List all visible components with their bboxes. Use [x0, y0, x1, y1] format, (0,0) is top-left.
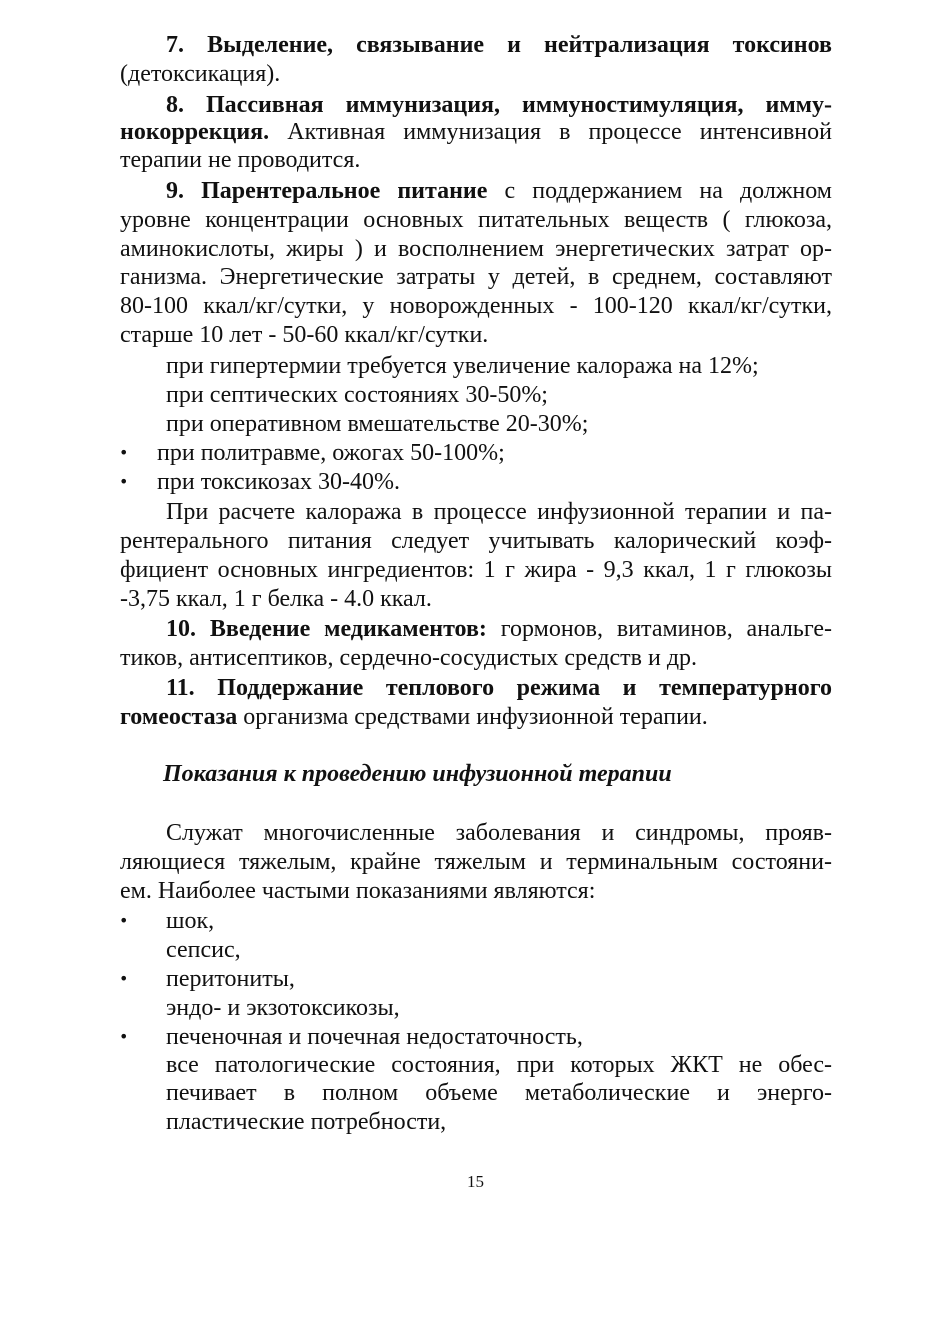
- sec9-number: 9.: [166, 178, 184, 204]
- sec10-number: 10.: [166, 616, 196, 642]
- sec8-number: 8.: [166, 92, 184, 118]
- sec8-title: Пассивная иммунизация, иммуностимуляция, имму-: [206, 92, 832, 118]
- sec8-title-cont: нокоррекция.: [120, 119, 270, 145]
- indications-line-1: Служат многочисленные заболевания и синдромы, прояв-: [166, 820, 832, 846]
- sec9-line-6: старше 10 лет - 50-60 ккал/кг/сутки.: [120, 322, 489, 348]
- list-item-shock: шок,: [166, 908, 215, 934]
- bullet-icon: •: [119, 443, 129, 462]
- sec11-title: Поддержание теплового режима и температурного: [217, 675, 832, 701]
- sec7-line-1: [166, 30, 832, 60]
- list-item-septic: при септических состояниях 30-50%;: [166, 382, 548, 408]
- bullet-icon: •: [119, 911, 129, 930]
- sec11-text: организма средствами инфузионной терапии.: [237, 704, 708, 730]
- sec10-text: гормонов, витаминов, анальге-: [486, 616, 832, 642]
- sec11-line-1: [166, 673, 832, 703]
- sec10-line-1: [166, 614, 832, 644]
- sec10-title: Введение медикаментов:: [209, 616, 487, 642]
- sec9-line-4: ганизма. Энергетические затраты у детей, в среднем, составляют: [120, 264, 832, 290]
- list-item-git-line-1: все патологические состояния, при которых ЖКТ не обес-: [166, 1052, 832, 1078]
- sec7-line-2: (детоксикация).: [120, 61, 281, 87]
- indications-line-3: ем. Наиболее частыми показаниями являются:: [120, 878, 596, 904]
- sec11-line-2: [120, 702, 832, 732]
- list-item-trauma: при политравме, ожогах 50-100%;: [157, 440, 505, 466]
- list-item-toxicoses: эндо- и экзотоксикозы,: [166, 995, 400, 1021]
- list-item-git-line-3: пластические потребности,: [166, 1109, 447, 1135]
- calc-para-line-1: При расчете калоража в процессе инфузионной терапии и па-: [166, 499, 832, 525]
- calc-para-line-2: рентерального питания следует учитывать калорический коэф-: [120, 528, 832, 554]
- sec9-line-5: 80-100 ккал/кг/сутки, у новорожденных - 100-120 ккал/кг/сутки,: [120, 293, 832, 319]
- list-item-toxicosis: при токсикозах 30-40%.: [157, 469, 400, 495]
- indications-line-2: ляющиеся тяжелым, крайне тяжелым и терминальным состояни-: [120, 849, 832, 875]
- bullet-icon: •: [119, 969, 129, 988]
- sec9-line-2: уровне концентрации основных питательных веществ ( глюкоза,: [120, 207, 832, 233]
- sec9-line-1: [166, 176, 832, 206]
- list-item-hyperthermia: при гипертермии требуется увеличение калоража на 12%;: [166, 353, 759, 379]
- section-heading: Показания к проведению инфузионной терапии: [163, 761, 672, 787]
- sec11-number: 11.: [166, 675, 195, 701]
- sec10-line-2: тиков, антисептиков, сердечно-сосудистых средств и др.: [120, 645, 698, 671]
- calc-para-line-3: фициент основных ингредиентов: 1 г жира - 9,3 ккал, 1 г глюкозы: [120, 557, 832, 583]
- list-item-failure: печеночная и почечная недостаточность,: [166, 1024, 583, 1050]
- sec8-line-1: [166, 90, 832, 120]
- calc-para-line-4: -3,75 ккал, 1 г белка - 4.0 ккал.: [120, 586, 432, 612]
- sec9-line-3: аминокислоты, жиры ) и восполнением энергетических затрат ор-: [120, 236, 832, 262]
- sec11-title-cont: гомеостаза: [120, 704, 238, 730]
- sec9-title: Парентеральное питание: [201, 178, 488, 204]
- list-item-surgery: при оперативном вмешательстве 20-30%;: [166, 411, 589, 437]
- bullet-icon: •: [119, 1027, 129, 1046]
- sec8-text: Активная иммунизация в процессе интенсивной: [269, 119, 832, 145]
- page-number: 15: [467, 1172, 484, 1191]
- sec8-line-3: терапии не проводится.: [120, 147, 361, 173]
- sec7-title: Выделение, связывание и нейтрализация токсинов: [207, 32, 832, 58]
- sec8-line-2: [120, 117, 832, 147]
- list-item-git-line-2: печивает в полном объеме метаболические и энерго-: [166, 1080, 832, 1106]
- list-item-peritonitis: перитониты,: [166, 966, 295, 992]
- bullet-icon: •: [119, 472, 129, 491]
- sec7-number: 7.: [166, 32, 184, 58]
- sec9-text: с поддержанием на должном: [487, 178, 832, 204]
- list-item-sepsis: сепсис,: [166, 937, 241, 963]
